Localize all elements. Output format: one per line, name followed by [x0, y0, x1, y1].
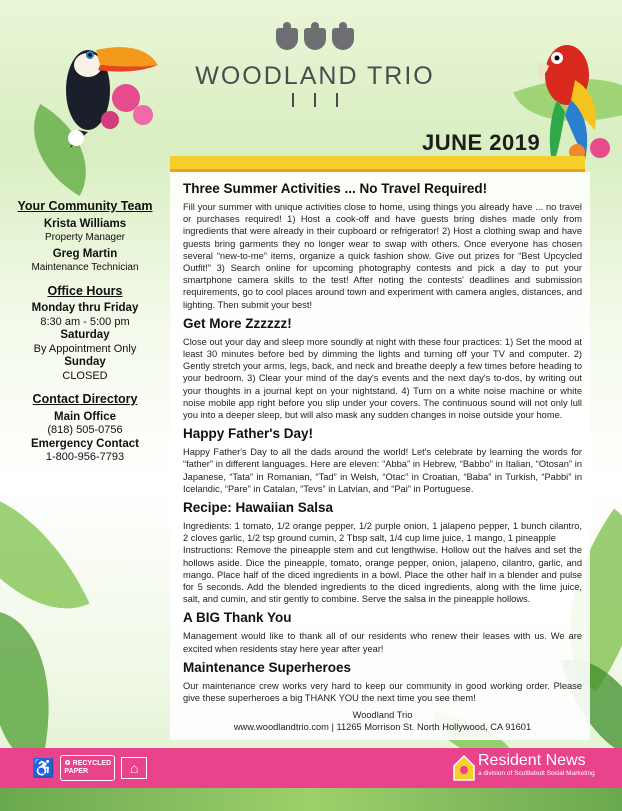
community-footer: [183, 709, 582, 733]
recycled-paper-icon: ♻ RECYCLED PAPER: [60, 755, 115, 781]
contact-heading: Contact Directory: [32, 392, 138, 406]
article-title: Maintenance Superheroes: [183, 659, 352, 675]
article-body: Happy Father's Day to all the dads around the world! Let's celebrate by learning the words for “father” in different languages. Here are eleven: “Abba” in Hebrew, “Babbo” in Italian, “Otosan” in Japanese, “Tata” in Romanian, “Tad” in Welsh, “Otac” in Croatian, “Baba” in Turkish, “Pabbi” in Icelandic, “Pare” in Catalan, “Tevs” in Latvian, and “Pai” in Portuguese.: [183, 447, 582, 494]
bottom-foliage-strip: [0, 788, 622, 811]
hours-saturday-time: By Appointment Only: [33, 342, 137, 355]
team-heading: Your Community Team: [17, 199, 153, 213]
hours-weekday-time: 8:30 am - 5:00 pm: [40, 315, 130, 328]
contact-phone: (818) 505-0756: [47, 424, 123, 436]
hours-weekdays: Monday thru Friday: [31, 302, 139, 314]
sidebar: [8, 190, 162, 465]
contact-label: Main Office: [54, 410, 116, 423]
equal-housing-icon: ⌂: [121, 757, 147, 779]
newsletter-header: [170, 10, 460, 125]
contact-label: Emergency Contact: [30, 437, 139, 450]
contact-phone: 1-800-956-7793: [45, 451, 125, 463]
recipe-ingredients: Ingredients: 1 tomato, 1/2 orange pepper, 1/2 purple onion, 1 jalapeno pepper, 1 bunch cilantro, 2 cloves garlic, 1/2 tsp ground cumin, 2 Tbsp salt, 1/4 cup lime juice, 1 mango, 1 pineapple: [183, 521, 582, 544]
tulip-logo-icon: [170, 28, 460, 50]
toucan-illustration: [48, 20, 168, 150]
resident-news-house-icon: [452, 752, 476, 782]
hours-sunday: Sunday: [64, 356, 106, 368]
recipe-instructions: Instructions: Remove the pineapple stem and cut lengthwise. Hollow out the halves and set the hollows aside. Dice the pineapple, tomato, orange pepper, onion, jalapeno, cilantro, garlic, and mango. Place half of the diced ingredients in a bowl. Place the other half in a blender and pulse for 5 seconds. Add the blended ingredients to the diced ingredients, along with the lime juice, salt, and cumin, and stir gently to combine. Serve the salsa in the pineapple hollows.: [183, 545, 582, 605]
team-member-role: Property Manager: [44, 232, 126, 243]
compliance-icons: [32, 755, 147, 781]
article-title: Three Summer Activities ... No Travel Required!: [183, 181, 488, 196]
main-content: [170, 172, 590, 740]
footer-community-name: Woodland Trio: [352, 710, 413, 721]
palm-leaf-decoration: [0, 612, 77, 768]
article-body: Close out your day and sleep more soundly at night with these four practices: 1) Set the mood at least 30 minutes before bed by dimming the lights and turning off your TV and computer. 2) Gently stretch your arms, legs, back, and neck and breathe deeply a few times before heading to your bedroom. 3) Clear your mind of the day's events and the next day's to-dos, by writing out your thoughts in a journal kept on your nightstand. 4) Turn on a white noise machine or white noise mobile app right before you slip under your covers. The continuous sound will not only lull you into a deeper sleep, but will also mask any sudden changes in noise outside your home.: [183, 336, 582, 421]
article-recipe: [183, 500, 582, 605]
hours-saturday: Saturday: [60, 329, 110, 341]
brand-name: WOODLAND TRIO: [195, 62, 435, 90]
article-sleep: [183, 316, 582, 421]
article-body: Fill your summer with unique activities close to home, using things you already have ... no travel or purchases required! 1) Host a cook-off and have guests bring dishes made only from ingredients that were already in their cupboard or refrigerator! 2) Host a clothing swap and have guests bring garments they no longer wear to swap with others. Once everyone has chosen several “new-to-me” items, organize a quick fashion show. Give out prizes for “Best Upcycled Outfit!” 3) Search online for upcoming photography contests and pick a day to put your smartphone camera skills to the test! After noting the contests' deadlines and submission requirements, go to cool places around town and experiment with camera angles, distances, and lighting. Then submit your best!: [183, 202, 582, 310]
team-member-name: Krista Williams: [43, 217, 127, 230]
article-title: Happy Father's Day!: [183, 426, 313, 442]
team-member-role: Maintenance Technician: [31, 262, 139, 273]
footer-address: www.woodlandtrio.com | 11265 Morrison St. North Hollywood, CA 91601: [233, 722, 532, 733]
team-member-name: Greg Martin: [52, 247, 118, 260]
article-title: A BIG Thank You: [183, 610, 292, 626]
article-title: Get More Zzzzzz!: [183, 315, 292, 331]
accessibility-icon: ♿: [32, 757, 55, 778]
palm-leaf-decoration: [0, 458, 90, 641]
article-body: Our maintenance crew works very hard to keep our community in good working order. Please give these superheroes a big THANK YOU the next time you see them!: [183, 680, 582, 704]
article-body: Management would like to thank all of our residents who renew their leases with us. We are excited when residents stay here year after year!: [183, 631, 582, 654]
issue-date: JUNE 2019: [422, 130, 541, 155]
article-thank-you: [183, 610, 582, 654]
article-maintenance: [183, 660, 582, 704]
hours-heading: Office Hours: [47, 283, 123, 298]
article-summer-activities: [183, 181, 582, 311]
resident-news-tagline: a division of Scuttlebutt Social Marketing: [478, 770, 595, 777]
resident-news-title: Resident News: [478, 752, 586, 769]
article-fathers-day: [183, 426, 582, 495]
resident-news-brand: [478, 752, 595, 777]
article-title: Recipe: Hawaiian Salsa: [183, 500, 334, 516]
hours-sunday-time: CLOSED: [62, 369, 108, 382]
header-accent-bar: [170, 156, 585, 169]
